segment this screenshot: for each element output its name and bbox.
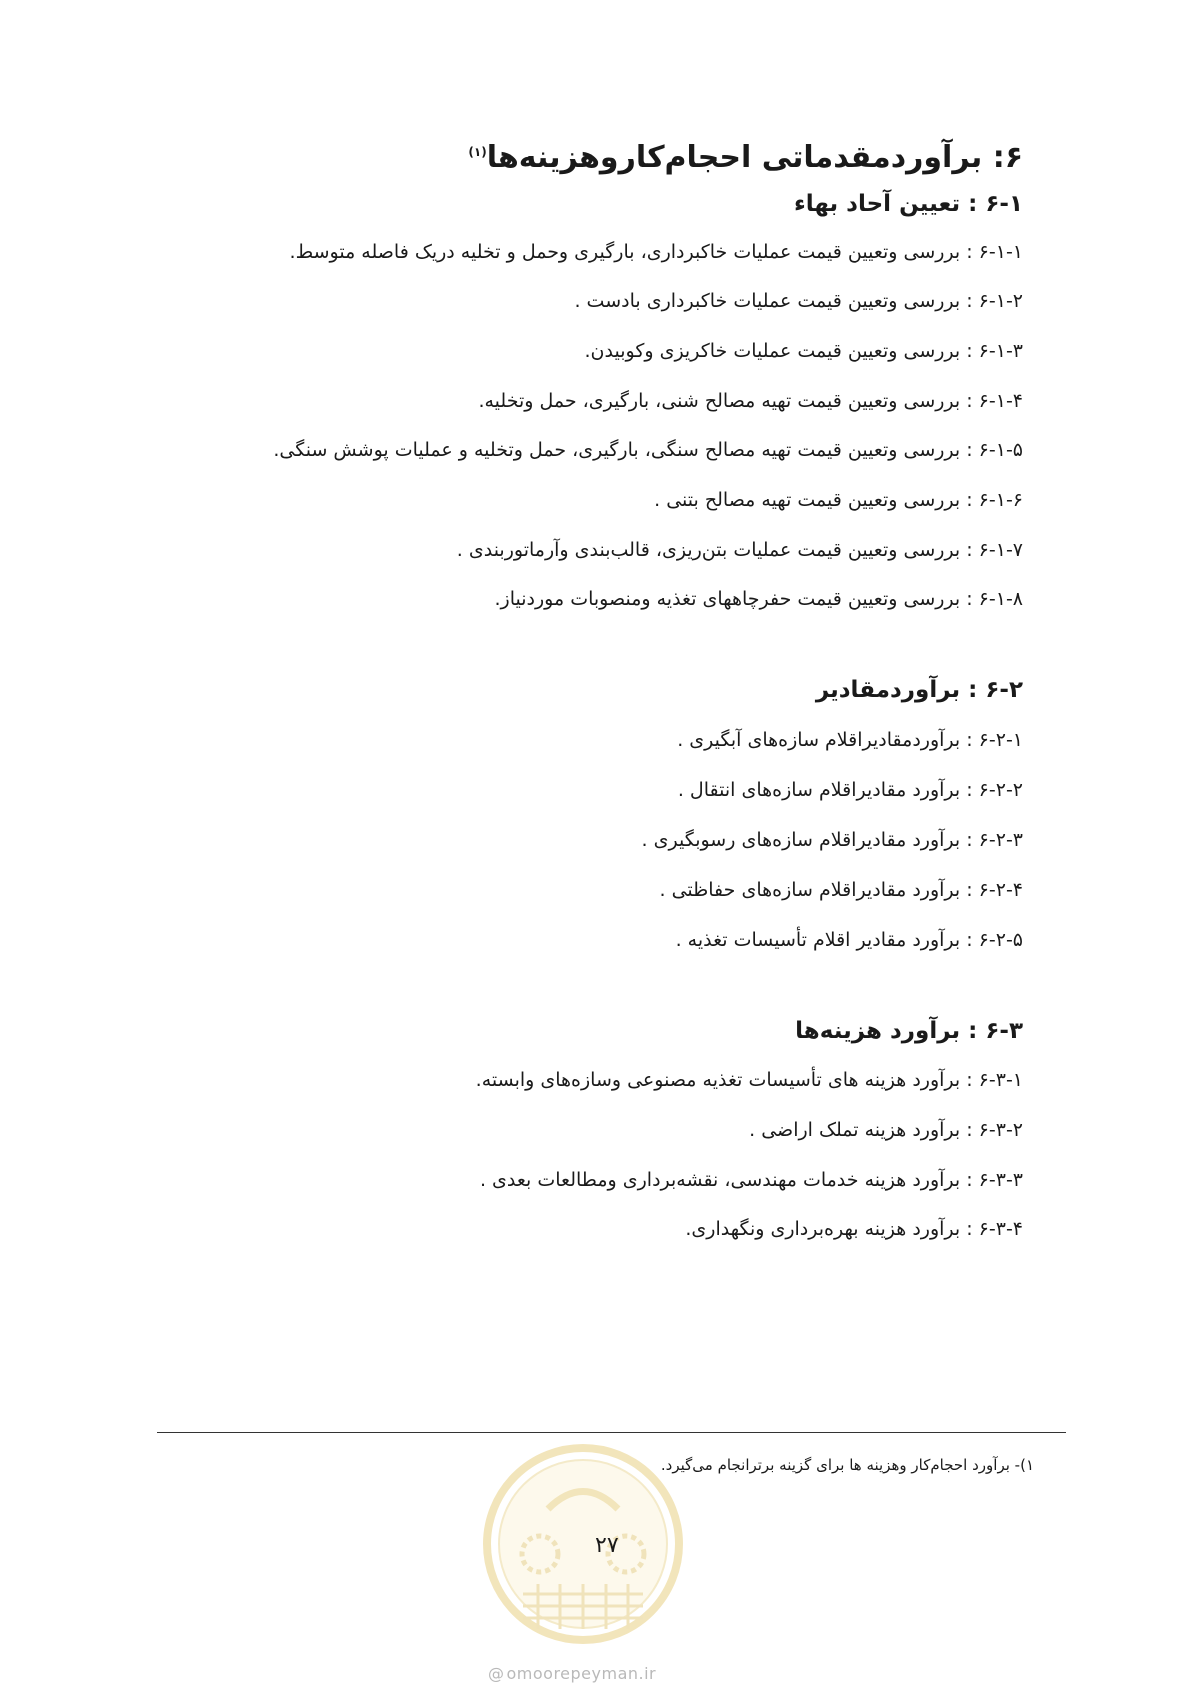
page-number: ۲۷	[595, 1533, 619, 1558]
list-item: ۶-۲-۵ : برآورد مقادیر اقلام تأسیسات تغذیه .	[675, 929, 1023, 951]
list-item: ۶-۳-۳ : برآورد هزینه خدمات مهندسی، نقشه‌برداری ومطالعات بعدی .	[479, 1169, 1023, 1191]
list-item: ۶-۲-۲ : برآورد مقادیراقلام سازه‌های انتقال .	[677, 779, 1023, 801]
main-heading	[468, 140, 1023, 175]
list-item: ۶-۱-۱ : بررسی وتعیین قیمت عملیات خاکبرداری، بارگیری وحمل و تخلیه دریک فاصله متوسط.	[289, 241, 1023, 263]
section-title-quantities: ۶-۲ : برآوردمقادیر	[815, 677, 1023, 703]
list-item: ۶-۱-۵ : بررسی وتعیین قیمت تهیه مصالح سنگی، بارگیری، حمل وتخلیه و عملیات پوشش سنگی.	[273, 439, 1023, 461]
list-item: ۶-۲-۱ : برآوردمقادیراقلام سازه‌های آبگیری .	[677, 729, 1023, 751]
list-item: ۶-۳-۲ : برآورد هزینه تملک اراضی .	[749, 1119, 1023, 1141]
list-item: ۶-۱-۶ : بررسی وتعیین قیمت تهیه مصالح بتنی .	[654, 489, 1023, 511]
footnote-reference: (۱)	[468, 145, 487, 159]
section-title-unit-prices: ۶-۱ : تعیین آحاد بهاء	[793, 191, 1023, 217]
list-item: ۶-۳-۱ : برآورد هزینه های تأسیسات تغذیه مصنوعی وسازه‌های وابسته.	[475, 1069, 1023, 1091]
at-sign-icon: @	[488, 1664, 505, 1683]
footnote-text: ۱)- برآورد احجام‌کار وهزینه ها برای گزینه برترانجام می‌گیرد.	[660, 1456, 1034, 1474]
footnote-divider	[157, 1432, 1066, 1433]
list-item: ۶-۱-۲ : بررسی وتعیین قیمت عملیات خاکبرداری بادست .	[574, 290, 1023, 312]
list-item: ۶-۲-۳ : برآورد مقادیراقلام سازه‌های رسوبگیری .	[641, 829, 1023, 851]
watermark-seal-logo	[478, 1434, 688, 1654]
main-heading-text: ۶: برآوردمقدماتی احجام‌کاروهزینه‌ها	[486, 140, 1023, 175]
watermark-url-text: omoorepeyman.ir	[506, 1664, 657, 1683]
watermark-url	[488, 1664, 656, 1683]
list-item: ۶-۲-۴ : برآورد مقادیراقلام سازه‌های حفاظتی .	[659, 879, 1023, 901]
list-item: ۶-۱-۸ : بررسی وتعیین قیمت حفرچاههای تغذیه ومنصوبات موردنیاز.	[494, 588, 1023, 610]
list-item: ۶-۳-۴ : برآورد هزینه بهره‌برداری ونگهداری.	[685, 1218, 1023, 1240]
list-item: ۶-۱-۷ : بررسی وتعیین قیمت عملیات بتن‌ریزی، قالب‌بندی وآرماتوربندی .	[456, 539, 1023, 561]
section-title-costs: ۶-۳ : برآورد هزینه‌ها	[795, 1018, 1023, 1044]
list-item: ۶-۱-۳ : بررسی وتعیین قیمت عملیات خاکریزی وکوبیدن.	[584, 340, 1023, 362]
list-item: ۶-۱-۴ : بررسی وتعیین قیمت تهیه مصالح شنی، بارگیری، حمل وتخلیه.	[478, 390, 1023, 412]
